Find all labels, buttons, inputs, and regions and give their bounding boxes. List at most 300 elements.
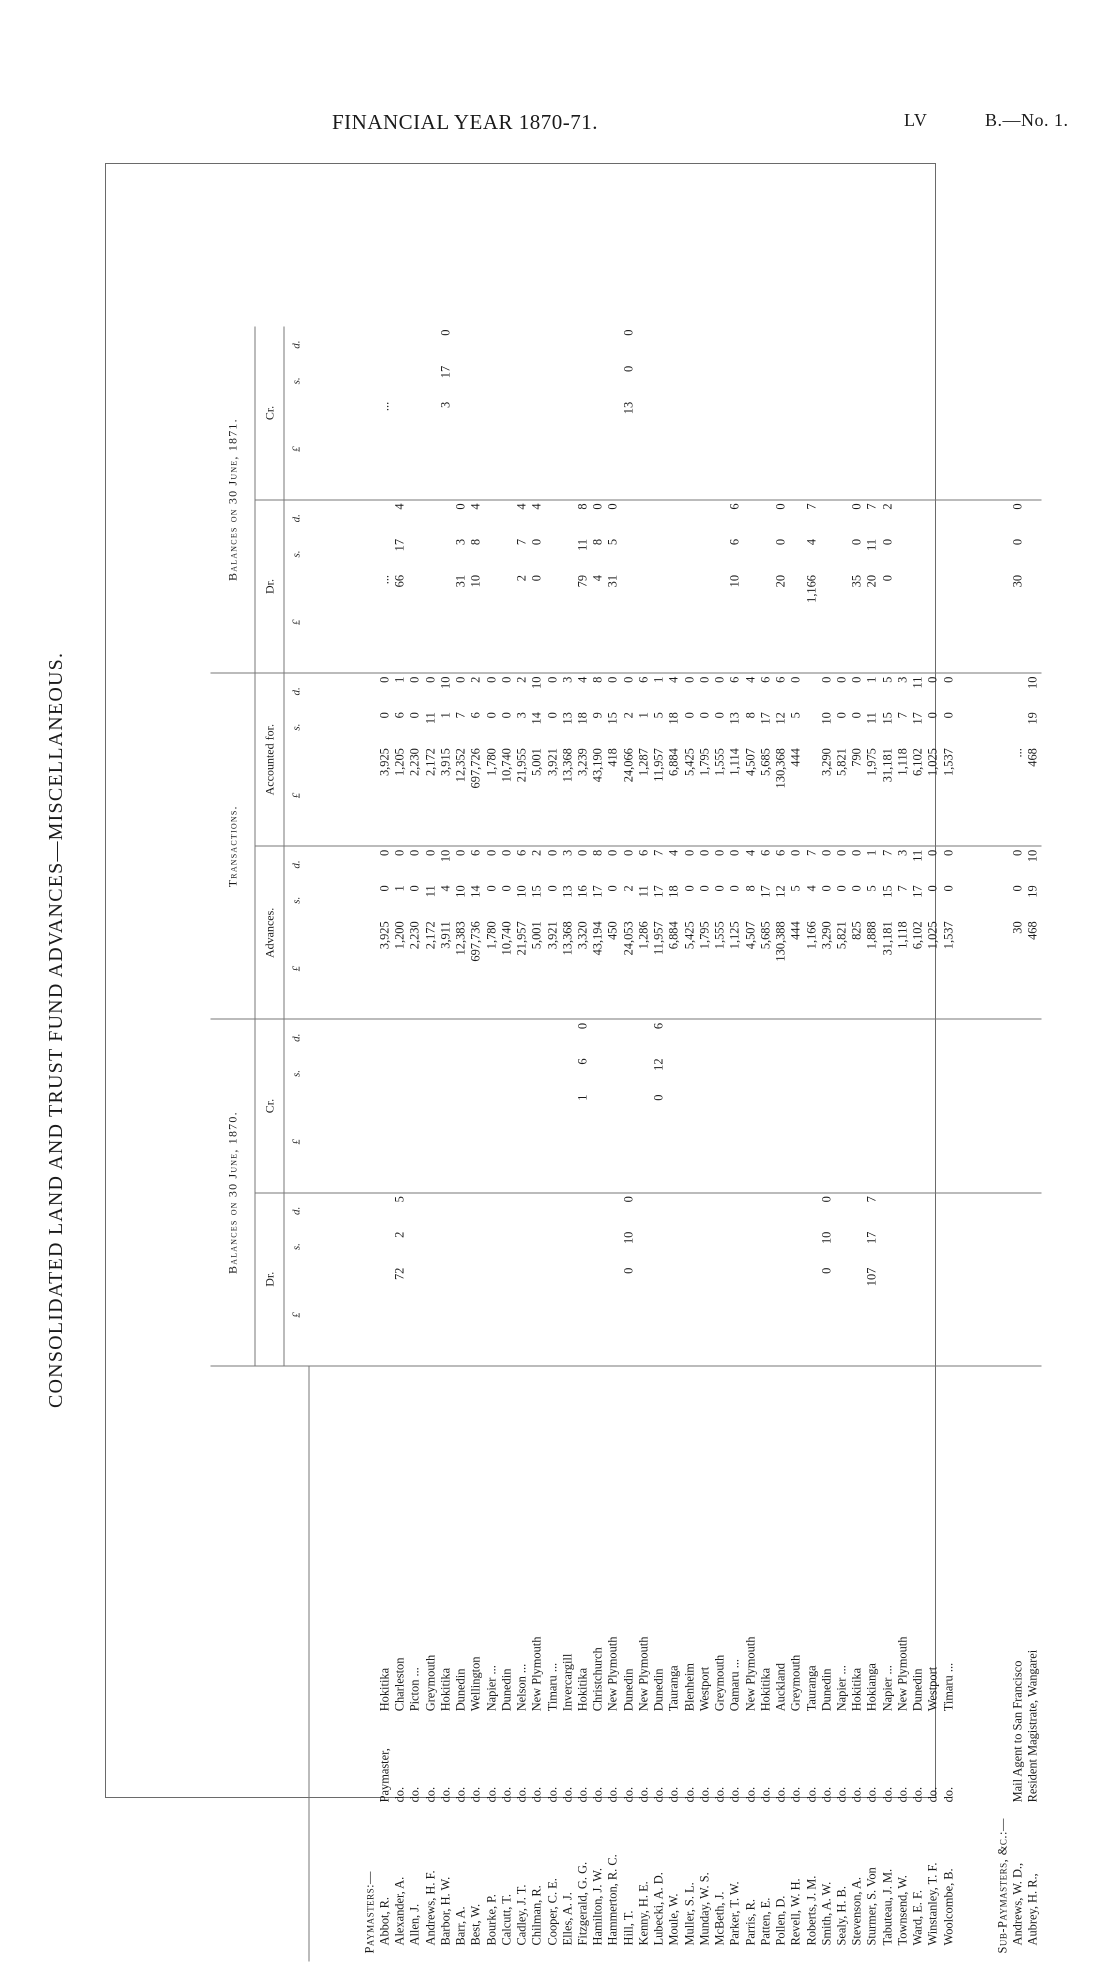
acc-cell: 2,172 <box>423 745 438 846</box>
adv-d-cell: 0 <box>575 849 590 856</box>
open-dr-d-cell <box>911 1193 926 1229</box>
transactions-header: Transactions. <box>211 673 256 1019</box>
open-dr-s-cell <box>789 1229 804 1265</box>
payee-identity <box>743 1637 758 1946</box>
open-cr-cell: 1 <box>575 1091 590 1192</box>
payee-cell <box>591 1366 606 1962</box>
close-cr-s-cell <box>758 363 773 399</box>
close-dr-s-cell <box>819 536 834 572</box>
open-dr-s-cell <box>1010 1229 1025 1265</box>
close-cr-d-cell <box>636 327 651 363</box>
acc-d-cell <box>804 673 819 709</box>
unit-s-header: s. <box>290 377 303 385</box>
acc-s-cell: 9 <box>590 712 605 719</box>
close-cr-cell <box>393 399 408 500</box>
acc-cell: 1,118 <box>895 745 910 846</box>
close-cr-cell <box>1026 399 1042 500</box>
close-cr-s-cell <box>834 363 849 399</box>
adv-cell: 5,001 <box>530 918 545 1019</box>
adv-s-cell: 11 <box>423 885 438 898</box>
payee-cell <box>819 1366 834 1962</box>
open-cr-d-cell: 0 <box>575 1022 590 1030</box>
open-dr-cell <box>789 1265 804 1366</box>
open-cr-s-cell <box>499 1055 514 1091</box>
adv-d-cell: 0 <box>712 849 727 856</box>
open-cr-s-cell <box>774 1055 789 1091</box>
close-dr-d-cell <box>438 500 453 536</box>
open-cr-cell <box>1026 1091 1042 1192</box>
payee-identity <box>789 1655 804 1946</box>
open-cr-d-cell <box>438 1019 453 1055</box>
name-cell <box>309 1366 363 1962</box>
open-cr-d-cell <box>865 1019 880 1055</box>
payee-identity <box>469 1657 484 1946</box>
empty-cell <box>995 363 1010 399</box>
open-cr-d-cell <box>469 1019 484 1055</box>
table-row <box>895 327 910 1962</box>
open-cr-cell <box>819 1091 834 1192</box>
payee-role: do. <box>545 1786 560 1803</box>
close-cr-d-cell: 0 <box>621 329 636 336</box>
acc-d-cell: 5 <box>880 676 895 683</box>
close-cr-s-cell <box>530 363 545 399</box>
close-dr-s-cell: 4 <box>804 538 818 546</box>
adv-s-cell: 0 <box>499 885 514 892</box>
close-dr-s-cell <box>1026 536 1042 572</box>
empty-cell <box>956 572 995 673</box>
acc-s-cell: 1 <box>438 712 453 719</box>
open-cr-d-cell <box>880 1019 895 1055</box>
unit-d-header: d. <box>290 1206 303 1215</box>
open-cr-d-cell <box>774 1019 789 1055</box>
close-dr-s-cell: 8 <box>468 538 483 546</box>
adv-d-cell: 0 <box>621 849 636 856</box>
open-dr-cell: 72 <box>393 1265 408 1366</box>
payee-role: do. <box>788 1786 803 1803</box>
close-dr-cell <box>743 572 758 673</box>
payee-role: do. <box>941 1786 956 1803</box>
open-cr-s-cell <box>682 1055 697 1091</box>
open-cr-d-cell <box>484 1019 499 1055</box>
close-cr-s-cell <box>1026 363 1042 399</box>
close-dr-cell <box>697 572 712 673</box>
empty-cell <box>362 363 377 399</box>
empty-cell <box>956 1265 995 1366</box>
table-row <box>377 327 392 1962</box>
acc-cell: 31,181 <box>880 745 895 846</box>
adv-d-cell: 0 <box>484 849 499 856</box>
payee-name: Sealy, H. B. <box>834 1886 849 1946</box>
adv-d-cell: 6 <box>468 849 483 856</box>
unit-s-header: s. <box>290 1069 303 1077</box>
acc-d-cell: 0 <box>423 676 438 683</box>
payee-place: Greymouth <box>788 1654 803 1712</box>
open-cr-cell <box>621 1091 636 1192</box>
open-dr-s-cell <box>606 1229 621 1265</box>
acc-d-cell: 0 <box>377 676 392 683</box>
payee-identity <box>1026 1647 1041 1946</box>
empty-cell <box>362 1229 377 1265</box>
acc-cell: 10,740 <box>499 745 514 846</box>
acc-s-cell: 0 <box>377 712 392 719</box>
payee-name: Sturmer, S. Von <box>864 1867 879 1946</box>
open-cr-cell <box>728 1091 743 1192</box>
open-cr-s-cell <box>789 1055 804 1091</box>
payee-identity <box>621 1669 636 1946</box>
open-dr-d-cell: 5 <box>392 1196 407 1203</box>
balances-1871-header: Balances on 30 June, 1871. <box>211 327 256 674</box>
acc-cell: 13,368 <box>560 745 575 846</box>
table-row <box>515 327 530 1962</box>
open-dr-d-cell <box>880 1193 895 1229</box>
empty-cell <box>956 1091 995 1192</box>
payee-cell <box>560 1366 575 1962</box>
payee-place: Hokitika <box>575 1667 590 1712</box>
payee-role: do. <box>484 1786 499 1803</box>
open-dr-cell: 0 <box>819 1265 834 1366</box>
payee-name: Stevenson, A. <box>849 1877 864 1946</box>
close-cr-d-cell <box>682 327 697 363</box>
close-dr-cell <box>682 572 697 673</box>
acc-cell: 1,205 <box>393 745 408 846</box>
adv-d-cell: 0 <box>941 849 956 856</box>
acc-cell: 5,821 <box>834 745 849 846</box>
empty-cell <box>309 1019 363 1055</box>
open-dr-s-cell <box>454 1229 469 1265</box>
open-cr-s-cell <box>515 1055 530 1091</box>
close-dr-s-cell <box>377 536 392 572</box>
close-cr-d-cell <box>850 327 865 363</box>
payee-identity <box>423 1655 438 1946</box>
adv-cell: 1,780 <box>484 918 499 1019</box>
acc-cell: 6,884 <box>667 745 682 846</box>
acc-d-cell: 0 <box>453 676 468 683</box>
empty-cell <box>309 1055 363 1091</box>
open-cr-s-cell <box>713 1055 728 1091</box>
open-dr-cell <box>941 1265 956 1366</box>
adv-s-cell: 0 <box>1010 885 1025 892</box>
close-cr-cell <box>1010 399 1025 500</box>
open-dr-d-cell <box>713 1193 728 1229</box>
acc-cell: 1,555 <box>713 745 728 846</box>
open-dr-d-cell <box>484 1193 499 1229</box>
acc-cell: 6,102 <box>911 745 926 846</box>
close-cr-s-cell <box>895 363 910 399</box>
close-dr-cell: 35 <box>850 572 865 673</box>
acc-s-cell: 19 <box>1025 712 1040 725</box>
open-dr-cell <box>454 1265 469 1366</box>
close-cr-d-cell <box>1010 327 1025 363</box>
acc-s-cell: 0 <box>407 712 422 719</box>
open-dr-cell <box>636 1265 651 1366</box>
open-dr-cell: 0 <box>621 1265 636 1366</box>
open-cr-s-cell: 6 <box>575 1058 590 1065</box>
payee-identity <box>438 1668 453 1946</box>
adv-cell: 1,200 <box>393 918 408 1019</box>
empty-cell <box>956 1055 995 1091</box>
open-cr-s-cell <box>377 1055 392 1091</box>
adv-d-cell: 0 <box>545 849 560 856</box>
empty-cell <box>995 673 1010 709</box>
open-cr-s-cell <box>804 1055 819 1091</box>
close-cr-d-cell <box>713 327 728 363</box>
table-title: CONSOLIDATED LAND AND TRUST FUND ADVANCES—MISCELLANEOUS. <box>45 651 67 1408</box>
open-cr-cell <box>530 1091 545 1192</box>
payee-name: Hammerton, R. C. <box>605 1854 620 1946</box>
acc-d-cell: 0 <box>941 676 956 683</box>
open-cr-cell <box>606 1091 621 1192</box>
close-cr-cell <box>895 399 910 500</box>
open-dr-s-cell <box>728 1229 743 1265</box>
empty-cell <box>309 882 363 918</box>
payee-role: do. <box>514 1786 529 1803</box>
payee-role: do. <box>392 1786 407 1803</box>
payee-name: Hill, T. <box>621 1910 636 1946</box>
unit-d-header: d. <box>290 687 303 696</box>
empty-cell <box>995 846 1010 882</box>
close-cr-d-cell: 0 <box>438 329 453 336</box>
open-cr-s-cell <box>880 1055 895 1091</box>
open-cr-cell <box>408 1091 423 1192</box>
adv-cell: 6,884 <box>667 918 682 1019</box>
adv-cell: 3,921 <box>545 918 560 1019</box>
close-cr-d-cell <box>865 327 880 363</box>
open-cr-s-cell <box>484 1055 499 1091</box>
close-cr-cell <box>423 399 438 500</box>
adv-cell: 31,181 <box>880 918 895 1019</box>
adv-cell: 450 <box>606 918 621 1019</box>
unit-d-header: d. <box>290 860 303 869</box>
adv-s-cell: 12 <box>773 885 788 898</box>
close-dr-d-cell <box>911 500 926 536</box>
close-cr-cell <box>606 399 621 500</box>
table-row <box>545 327 560 1962</box>
open-dr-cell <box>1010 1265 1025 1366</box>
close-dr-cell <box>652 572 667 673</box>
open-dr-cell <box>880 1265 895 1366</box>
payee-cell <box>454 1366 469 1962</box>
close-cr-s-cell <box>713 363 728 399</box>
empty-cell <box>362 399 377 500</box>
acc-cell: 1,025 <box>926 745 941 846</box>
open-dr-s-cell <box>575 1229 590 1265</box>
empty-cell <box>362 673 377 709</box>
close-dr-d-cell: 8 <box>575 503 590 510</box>
payee-cell <box>789 1366 804 1962</box>
payee-place: Tauranga <box>804 1665 818 1712</box>
close-dr-cell: 66 <box>393 572 408 673</box>
empty-cell <box>309 745 363 846</box>
payee-cell <box>895 1366 910 1962</box>
payee-role: do. <box>438 1786 453 1803</box>
empty-cell <box>995 399 1010 500</box>
open-cr-cell <box>774 1091 789 1192</box>
adv-d-cell: 0 <box>392 849 407 856</box>
table-row <box>454 327 469 1962</box>
open-cr-d-cell <box>743 1019 758 1055</box>
close-cr-s-cell <box>636 363 651 399</box>
payee-place: Tauranga <box>666 1665 681 1712</box>
open-cr-s-cell <box>621 1055 636 1091</box>
acc-d-cell: 10 <box>1025 676 1040 689</box>
close-dr-s-cell: 0 <box>880 538 895 546</box>
close-cr-s-cell <box>728 363 743 399</box>
open-cr-cell <box>1010 1091 1025 1192</box>
open-dr-s-cell <box>941 1229 956 1265</box>
open-cr-s-cell <box>560 1055 575 1091</box>
acc-d-cell: 11 <box>910 676 925 689</box>
empty-cell <box>309 1265 363 1366</box>
open-cr-d-cell <box>621 1019 636 1055</box>
adv-cell: 10,740 <box>499 918 514 1019</box>
close-cr-d-cell <box>774 327 789 363</box>
payee-role: do. <box>636 1786 651 1803</box>
payee-name: Kenny, H. E. <box>636 1881 651 1946</box>
unit-pound-header: £ <box>284 1265 309 1366</box>
open-dr-cell <box>926 1265 941 1366</box>
payee-place: New Plymouth <box>636 1636 651 1712</box>
adv-d-cell: 0 <box>849 849 864 856</box>
empty-cell <box>309 500 363 536</box>
close-cr-d-cell <box>469 327 484 363</box>
acc-s-cell: 2 <box>621 712 636 719</box>
empty-cell <box>362 882 377 918</box>
payee-role: do. <box>560 1786 575 1803</box>
open-dr-d-cell <box>499 1193 514 1229</box>
payee-identity <box>865 1663 880 1945</box>
adv-d-cell: 0 <box>377 849 392 856</box>
adv-d-cell: 7 <box>804 849 818 856</box>
payee-cell <box>926 1366 941 1962</box>
close-dr-cell: 20 <box>774 572 789 673</box>
close-cr-s-cell <box>819 363 834 399</box>
payee-name: Roberts, J. M. <box>804 1875 818 1946</box>
open-cr-cell <box>850 1091 865 1192</box>
adv-cell: 1,118 <box>895 918 910 1019</box>
close-dr-s-cell: 0 <box>1010 538 1025 546</box>
open-dr-d-cell <box>530 1193 545 1229</box>
open-dr-cell <box>713 1265 728 1366</box>
adv-d-cell: 0 <box>697 849 712 856</box>
adv-cell: 468 <box>1026 918 1042 1019</box>
close-dr-s-cell: 8 <box>590 538 605 546</box>
acc-cell: 12,352 <box>454 745 469 846</box>
open-cr-cell <box>697 1091 712 1192</box>
close-cr-s-cell: 17 <box>438 365 453 379</box>
close-dr-s-cell <box>484 536 499 572</box>
open-cr-cell <box>484 1091 499 1192</box>
payee-cell <box>621 1366 636 1962</box>
adv-d-cell: 6 <box>514 849 529 856</box>
close-cr-d-cell <box>941 327 956 363</box>
open-cr-s-cell <box>530 1055 545 1091</box>
close-cr-d-cell <box>804 327 819 363</box>
open-dr-s-cell <box>758 1229 773 1265</box>
acc-cell: 43,190 <box>591 745 606 846</box>
acc-cell: 130,368 <box>774 745 789 846</box>
close-dr-cell: 1,166 <box>804 572 819 673</box>
table-row <box>743 327 758 1962</box>
close-dr-s-cell <box>621 536 636 572</box>
close-dr-d-cell <box>667 500 682 536</box>
payee-identity <box>911 1669 926 1946</box>
adv-cell: 5,425 <box>682 918 697 1019</box>
table-row <box>438 327 453 1962</box>
close-cr-d-cell <box>758 327 773 363</box>
adv-d-cell: 10 <box>1025 849 1040 863</box>
close-cr-s-cell <box>423 363 438 399</box>
close-cr-cell <box>560 399 575 500</box>
payee-cell <box>484 1366 499 1962</box>
close-cr-s-cell <box>499 363 514 399</box>
close-cr-s-cell <box>469 363 484 399</box>
payee-name: Tabuteau, J. M. <box>880 1868 895 1946</box>
balances-1870-header: Balances on 30 June, 1870. <box>211 1019 256 1365</box>
payee-role: do. <box>575 1786 590 1803</box>
payee-role: do. <box>666 1786 681 1803</box>
payee-cell <box>850 1366 865 1962</box>
close-dr-d-cell: 6 <box>727 503 742 510</box>
unit-pound-header: £ <box>284 918 309 1019</box>
adv-cell: 21,957 <box>515 918 530 1019</box>
unit-s-header: s. <box>290 723 303 731</box>
open-dr-d-cell <box>728 1193 743 1229</box>
open-cr-cell <box>713 1091 728 1192</box>
payee-place: Hokianga <box>864 1663 879 1712</box>
payee-role: Paymaster, <box>377 1748 392 1803</box>
adv-s-cell: 4 <box>438 885 453 892</box>
payee-identity <box>545 1663 560 1946</box>
adv-cell: 2,230 <box>408 918 423 1019</box>
advances-table <box>211 327 1042 1962</box>
close-dr-s-cell: 6 <box>727 538 742 546</box>
open-dr-d-cell <box>804 1193 819 1229</box>
open-cr-cell <box>926 1091 941 1192</box>
open-dr-cell <box>438 1265 453 1366</box>
adv-d-cell: 0 <box>682 849 697 856</box>
adv-d-cell: 11 <box>910 849 925 862</box>
payee-name: Woolcombe, B. <box>941 1868 956 1946</box>
close-dr-cell: 2 <box>515 572 530 673</box>
close-dr-s-cell: 0 <box>849 538 864 546</box>
close-cr-s-cell <box>850 363 865 399</box>
open-dr-d-cell <box>926 1193 941 1229</box>
payee-role: do. <box>590 1786 605 1803</box>
unit-s-header: s. <box>290 1243 303 1251</box>
empty-cell <box>362 846 377 882</box>
section-title: Sub-Paymasters, &c.:— <box>995 1818 1010 1954</box>
close-cr-d-cell <box>408 327 423 363</box>
close-dr-d-cell: 4 <box>392 503 407 510</box>
acc-s-cell: 3 <box>514 712 529 719</box>
adv-d-cell: 4 <box>743 849 758 856</box>
payee-cell <box>393 1366 408 1962</box>
open-dr-cell <box>850 1265 865 1366</box>
payee-identity <box>941 1663 956 1946</box>
open-cr-s-cell <box>469 1055 484 1091</box>
open-cr-d-cell <box>850 1019 865 1055</box>
acc-s-cell: 11 <box>423 712 438 725</box>
open-cr-d-cell: 6 <box>651 1022 666 1030</box>
adv-s-cell: 15 <box>529 885 544 898</box>
close-cr-d-cell <box>454 327 469 363</box>
adv-s-cell: 15 <box>880 885 895 898</box>
open-dr-s-cell <box>423 1229 438 1265</box>
empty-cell <box>309 572 363 673</box>
adv-s-cell: 2 <box>621 885 636 892</box>
close-cr-s-cell <box>804 363 819 399</box>
payee-cell <box>652 1366 667 1962</box>
